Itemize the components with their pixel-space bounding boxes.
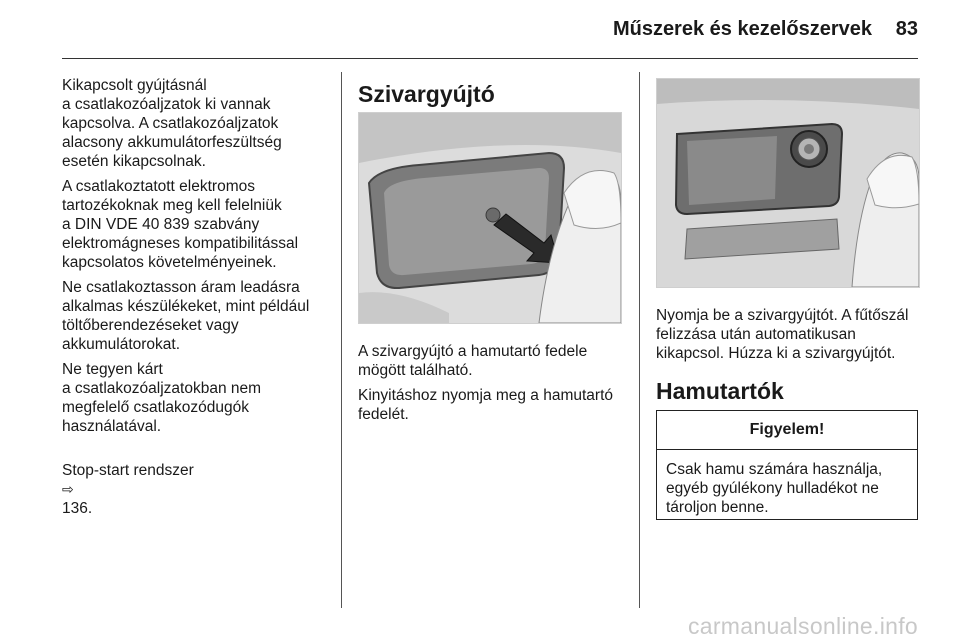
paragraph: Ne tegyen kárt a csatlakozóaljzatokban nem megfelelő csatlakozódugók használatával.: [62, 361, 262, 435]
header-divider: [62, 58, 918, 59]
paragraph: A csatlakoztatott elektromos tartozékoknak meg kell felelniük a DIN VDE 40 839 szabvány elektromágneses kompatibilitással kapcsolatos követelményeinek.: [62, 178, 299, 271]
page-header: [0, 0, 960, 60]
paragraph: Ne csatlakoztasson áram leadásra alkalmas készülékeket, mint például töltőberendezéseket vagy akkumulátorokat.: [62, 279, 310, 353]
column-divider-2: [639, 72, 640, 608]
column-1: [62, 76, 334, 524]
paragraph: Kikapcsolt gyújtásnál a csatlakozóaljzatok ki vannak kapcsolva. A csatlakozóaljzatok alacsony akkumulátorfeszültség esetén kikapcsolnak.: [62, 77, 282, 170]
watermark: carmanualsonline.info: [687, 613, 918, 639]
paragraph: Nyomja be a szivargyújtót. A fűtőszál felizzása után automatikusan kikapcsol. Húzza ki a szivargyújtót.: [656, 307, 909, 362]
column-2-text: [358, 342, 630, 430]
reference-text: Stop-start rendszer: [62, 462, 194, 479]
section-heading-ashtrays: Hamutartók: [656, 378, 784, 404]
section-title: Műszerek és kezelőszervek: [612, 18, 872, 40]
warning-box: [656, 410, 918, 520]
warning-text: Csak hamu számára használja, egyéb gyúlékony hulladékot ne tároljon benne.: [666, 461, 883, 516]
lighter-photo: [656, 78, 920, 288]
warning-title: Figyelem!: [657, 411, 917, 450]
column-2: [358, 80, 628, 108]
section-heading-cigarette-lighter: Szivargyújtó: [358, 81, 495, 107]
reference-page: 136.: [62, 500, 93, 517]
paragraph: Kinyitáshoz nyomja meg a hamutartó fedelét.: [358, 387, 614, 423]
page-number: 83: [895, 18, 918, 40]
column-divider-1: [341, 72, 342, 608]
ashtray-lid-photo: [358, 112, 622, 324]
paragraph: A szivargyújtó a hamutartó fedele mögött található.: [358, 343, 588, 379]
column-3: [656, 306, 926, 405]
stopstart-reference: [62, 442, 334, 518]
page-reference-icon: ⇨: [62, 481, 74, 497]
